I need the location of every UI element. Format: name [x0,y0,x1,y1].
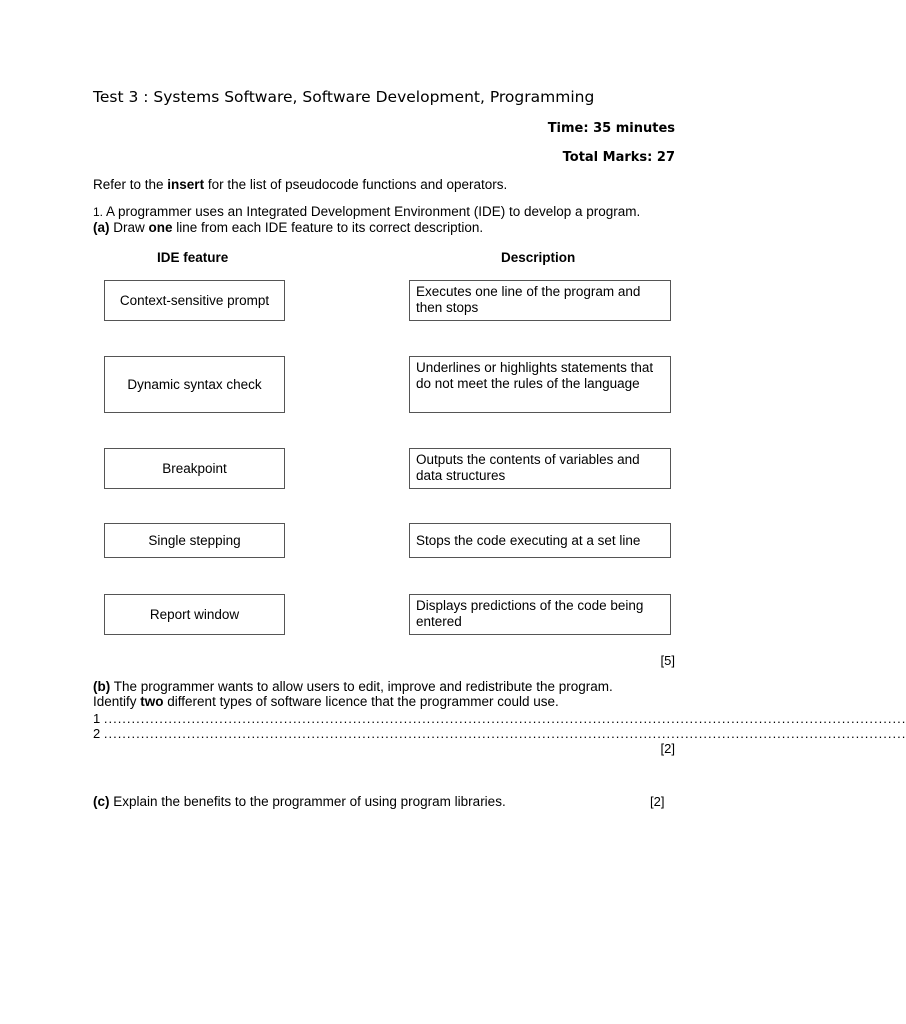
feature-box-breakpoint[interactable]: Breakpoint [104,448,285,489]
answer-line-1[interactable]: 1 .............................................................................................................................................................................. [93,711,906,726]
question-1b-text: (b) The programmer wants to allow users to edit, improve and redistribute the program. [93,679,613,694]
time-allowed: Time: 35 minutes [547,121,675,136]
question-1-stem: 1. A programmer uses an Integrated Development Environment (IDE) to develop a program. [93,204,641,219]
question-1c-text: (c) Explain the benefits to the programmer of using program libraries. [93,794,506,809]
feature-box-dynamic-syntax-check[interactable]: Dynamic syntax check [104,356,285,413]
feature-box-context-sensitive-prompt[interactable]: Context-sensitive prompt [104,280,285,321]
description-box-outputs-contents[interactable]: Outputs the contents of variables and data structures [409,448,671,489]
description-box-displays-predictions[interactable]: Displays predictions of the code being entered [409,594,671,635]
ide-feature-heading: IDE feature [157,250,229,265]
question-number: 1. [93,205,104,219]
page-title: Test 3 : Systems Software, Software Development, Programming [93,88,595,106]
question-1c-marks: [2] [650,794,665,809]
description-box-executes-one-line[interactable]: Executes one line of the program and then stops [409,280,671,321]
intro-text: Refer to the insert for the list of pseudocode functions and operators. [93,177,508,192]
question-1b-marks: [2] [660,741,675,756]
feature-box-report-window[interactable]: Report window [104,594,285,635]
question-1b-identify: Identify two different types of software licence that the programmer could use. [93,694,559,709]
question-1a-marks: [5] [660,653,675,668]
description-heading: Description [501,250,576,265]
question-1a-instruction: (a) Draw one line from each IDE feature to its correct description. [93,220,484,235]
answer-line-2[interactable]: 2 .............................................................................................................................................................................. [93,726,906,741]
total-marks: Total Marks: 27 [562,150,675,165]
feature-box-single-stepping[interactable]: Single stepping [104,523,285,558]
description-box-stops-code[interactable]: Stops the code executing at a set line [409,523,671,558]
description-box-underlines-statements[interactable]: Underlines or highlights statements that do not meet the rules of the language [409,356,671,413]
